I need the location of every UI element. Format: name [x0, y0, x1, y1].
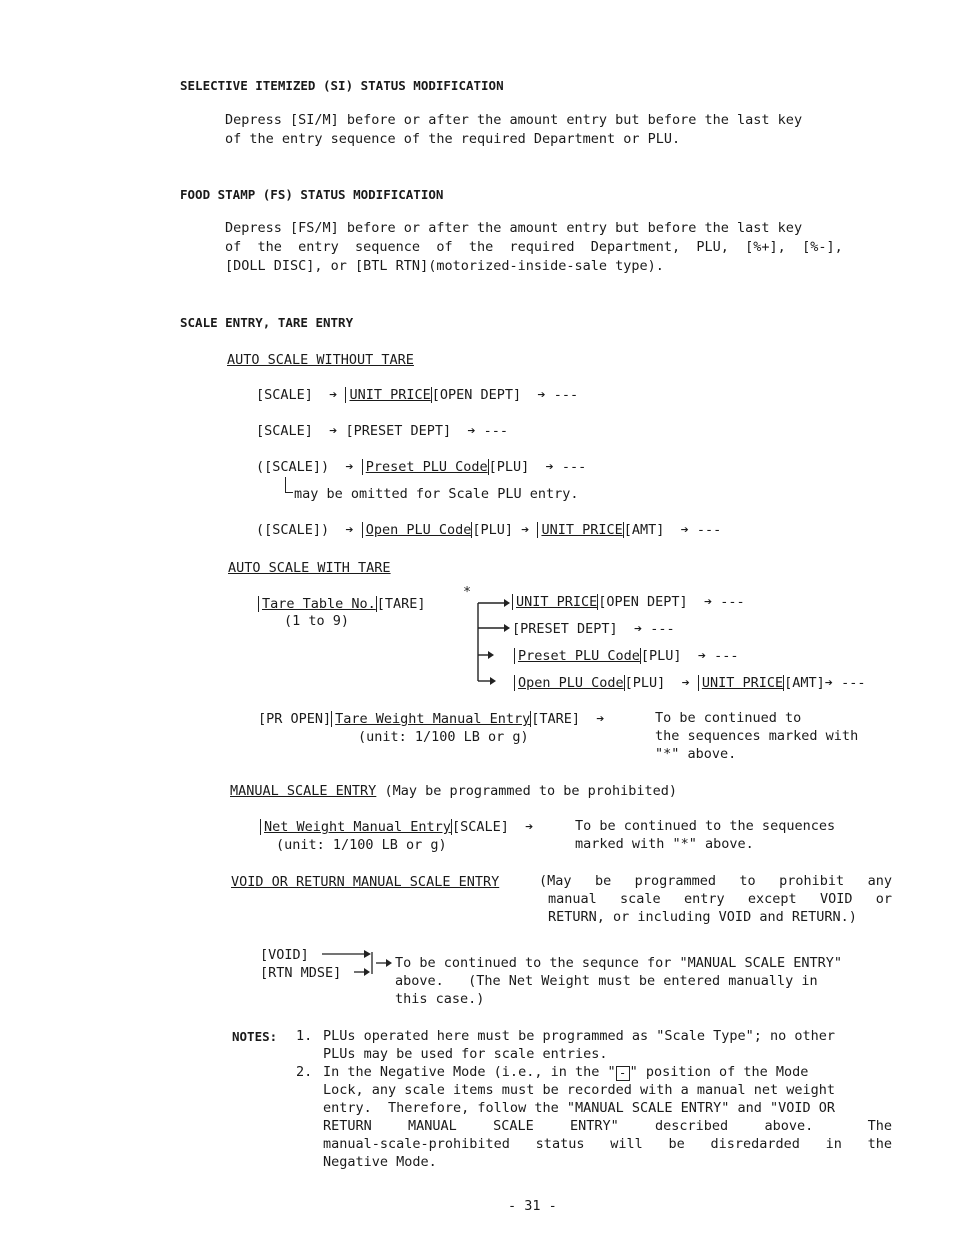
note-2-line-6: Negative Mode. [323, 1154, 437, 1170]
seq2: [SCALE] ➔ [PRESET DEPT] ➔ --- [256, 423, 509, 439]
note-2-line-3: entry. Therefore, follow the "MANUAL SCALE ENTRY" and "VOID OR [323, 1100, 836, 1116]
seq4: ([SCALE]) ➔ Open PLU Code[PLU] ➔ UNIT PRICE[AMT] ➔ --- [256, 522, 722, 538]
seq3-note: may be omitted for Scale PLU entry. [294, 486, 579, 502]
seq1: [SCALE] ➔ UNIT PRICE[OPEN DEPT] ➔ --- [256, 387, 579, 403]
fs-line-3: [DOLL DISC], or [BTL RTN](motorized-inside-sale type). [225, 258, 664, 274]
void-continued-1: To be continued to the sequnce for "MANUAL SCALE ENTRY" [395, 955, 843, 971]
arrow-icon: ➔ [467, 423, 476, 439]
si-heading: SELECTIVE ITEMIZED (SI) STATUS MODIFICATION [180, 78, 504, 93]
arrow-icon: ➔ [329, 423, 338, 439]
note-2-line-4: RETURN MANUAL SCALE ENTRY" described above. The [323, 1118, 892, 1134]
note-2-line-2: Lock, any scale items must be recorded with a manual net weight [323, 1082, 836, 1098]
scale-heading: SCALE ENTRY, TARE ENTRY [180, 315, 354, 330]
star-marker: * [463, 584, 472, 600]
tare-branch-1: UNIT PRICE[OPEN DEPT] ➔ --- [512, 593, 745, 611]
void-continued-2: above. (The Net Weight must be entered manually in [395, 973, 818, 989]
note-1-line-2: PLUs may be used for scale entries. [323, 1046, 608, 1062]
fs-heading: FOOD STAMP (FS) STATUS MODIFICATION [180, 187, 444, 202]
arrow-icon: ➔ [596, 711, 605, 727]
void-key: [VOID] [260, 947, 309, 963]
manual-continued-1: To be continued to the sequences [575, 818, 836, 834]
note-1-line-1: PLUs operated here must be programmed as "Scale Type"; no other [323, 1028, 836, 1044]
void-return-note-2: manual scale entry except VOID or [548, 891, 892, 907]
auto-without-tare-title: AUTO SCALE WITHOUT TARE [227, 352, 414, 368]
omission-bracket [285, 477, 293, 493]
rtn-key: [RTN MDSE] [260, 965, 342, 981]
arrow-icon: ➔ [345, 522, 354, 538]
fs-line-2: of the entry sequence of the required Department, PLU, [%+], [%-], [225, 239, 843, 255]
note-1-num: 1. [296, 1028, 313, 1044]
arrow-icon: ➔ [537, 387, 546, 403]
auto-with-tare-title: AUTO SCALE WITH TARE [228, 560, 391, 576]
tare-table-entry: Tare Table No.[TARE] [258, 595, 426, 613]
arrow-icon: ➔ [681, 675, 690, 691]
arrow-icon: ➔ [703, 594, 713, 610]
seq3: ([SCALE]) ➔ Preset PLU Code[PLU] ➔ --- [256, 459, 587, 475]
note-2-line-5: manual-scale-prohibited status will be disredarded in the [323, 1136, 892, 1152]
tare-branch-2: [PRESET DEPT] ➔ --- [512, 621, 675, 637]
arrow-icon: ➔ [697, 648, 706, 664]
tare-continued-1: To be continued to [655, 710, 802, 726]
void-rtn-connector [320, 948, 396, 978]
arrow-icon: ➔ [345, 459, 354, 475]
net-weight-unit: (unit: 1/100 LB or g) [276, 837, 447, 853]
arrow-icon: ➔ [521, 522, 530, 538]
net-weight-entry: Net Weight Manual Entry[SCALE] ➔ [260, 818, 533, 836]
branch-connector [470, 595, 510, 691]
arrow-icon: ➔ [525, 819, 534, 835]
void-return-title: VOID OR RETURN MANUAL SCALE ENTRY [231, 874, 500, 890]
arrow-icon: ➔ [824, 675, 833, 691]
pr-open-entry: [PR OPEN] Tare Weight Manual Entry[TARE] ➔ [258, 711, 605, 727]
fs-line-1: Depress [FS/M] before or after the amount entry but before the last key [225, 220, 803, 236]
tare-range: (1 to 9) [284, 613, 350, 629]
note-2-num: 2. [296, 1064, 313, 1080]
tare-weight-unit: (unit: 1/100 LB or g) [358, 729, 529, 745]
manual-title-line: MANUAL SCALE ENTRY (May be programmed to be prohibited) [230, 783, 678, 799]
void-continued-3: this case.) [395, 991, 485, 1007]
page-number: - 31 - [508, 1198, 557, 1214]
tare-branch-3: Preset PLU Code[PLU] ➔ --- [514, 647, 739, 665]
tare-branch-4: Open PLU Code[PLU] ➔ UNIT PRICE[AMT]➔ --- [514, 674, 865, 692]
note-2-line-1: In the Negative Mode (i.e., in the " - " position of the Mode [323, 1064, 809, 1080]
manual-continued-2: marked with "*" above. [575, 836, 754, 852]
void-return-note-3: RETURN, or including VOID and RETURN.) [548, 909, 857, 925]
arrow-icon: ➔ [329, 387, 338, 403]
arrow-icon: ➔ [680, 522, 689, 538]
si-line-1: Depress [SI/M] before or after the amount entry but before the last key [225, 112, 803, 128]
arrow-icon: ➔ [545, 459, 554, 475]
notes-label: NOTES: [232, 1029, 278, 1044]
tare-continued-2: the sequences marked with [655, 728, 859, 744]
arrow-icon: ➔ [633, 621, 643, 637]
tare-continued-3: "*" above. [655, 746, 737, 762]
si-line-2: of the entry sequence of the required Department or PLU. [225, 131, 681, 147]
void-return-note-1: (May be programmed to prohibit any [539, 873, 892, 889]
mode-minus-icon: - [616, 1066, 630, 1081]
